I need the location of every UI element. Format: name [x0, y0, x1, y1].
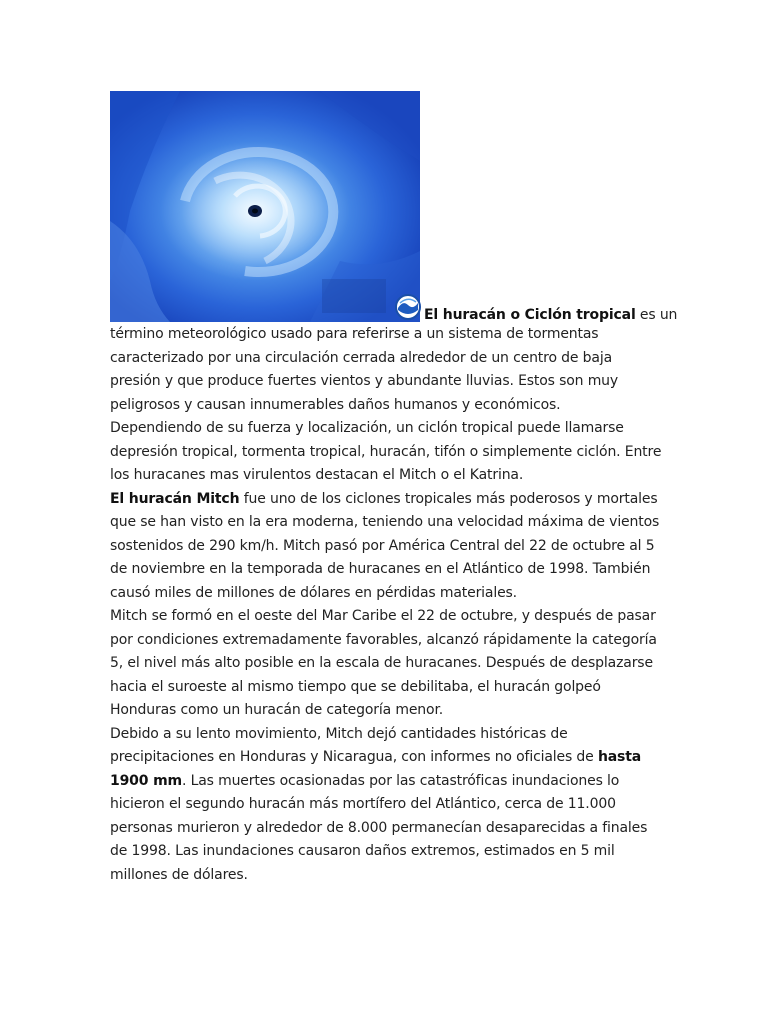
- paragraph-3: [110, 488, 665, 606]
- paragraph-4: Mitch se formó en el oeste del Mar Caribe el 22 de octubre, y después de pasar por condiciones extremadamente favorables, alcanzó rápidamente la categoría 5, el nivel más alto posible en la escala de huracanes. Después de desplazarse hacia el suroeste al mismo tiempo que se debilitaba, el huracán golpeó Honduras como un huracán de categoría menor.: [110, 608, 657, 718]
- paragraph-intro: término meteorológico usado para referirse a un sistema de tormentas caracterizado por una circulación cerrada alrededor de un centro de baja presión y que produce fuertes vientos y abundante lluvias. Estos son muy peligrosos y causan innumerables daños humanos y económicos.: [110, 326, 619, 413]
- noaa-logo: [395, 294, 421, 320]
- p5-before: Debido a su lento movimiento, Mitch dejó cantidades históricas de precipitaciones en Honduras y Nicaragua, con informes no oficiales de: [110, 725, 598, 765]
- hero-block: [110, 91, 678, 323]
- intro-first-line-rest: es un: [635, 307, 678, 323]
- document-page: [110, 91, 678, 887]
- intro-bold: El huracán o Ciclón tropical: [424, 307, 636, 323]
- paragraph-5: [110, 723, 665, 888]
- article-body: [110, 323, 665, 887]
- p3-bold: El huracán Mitch: [110, 490, 240, 507]
- intro-first-line: [424, 304, 677, 328]
- p5-bold: hasta 1900 mm: [110, 749, 642, 789]
- p3-rest: fue uno de los ciclones tropicales más poderosos y mortales que se han visto en la era moderna, teniendo una velocidad máxima de vientos sostenidos de 290 km/h. Mitch pasó por América Central del 22 de octubre al 5 de noviembre en la temporada de huracanes en el Atlántico de 1998. También causó miles de millones de dólares en pérdidas materiales.: [110, 490, 660, 601]
- paragraph-2: Dependiendo de su fuerza y localización, un ciclón tropical puede llamarse depresión tropical, tormenta tropical, huracán, tifón o simplemente ciclón. Entre los huracanes mas virulentos destacan el Mitch o el Katrina.: [110, 420, 662, 483]
- p5-after: . Las muertes ocasionadas por las catastróficas inundaciones lo hicieron el segundo huracán más mortífero del Atlántico, cerca de 11.000 personas murieron y alrededor de 8.000 permanecían desaparecidas a finales de 1998. Las inundaciones causaron daños extremos, estimados en 5 mil millones de dólares.: [110, 772, 648, 883]
- hurricane-satellite-image: [110, 91, 420, 322]
